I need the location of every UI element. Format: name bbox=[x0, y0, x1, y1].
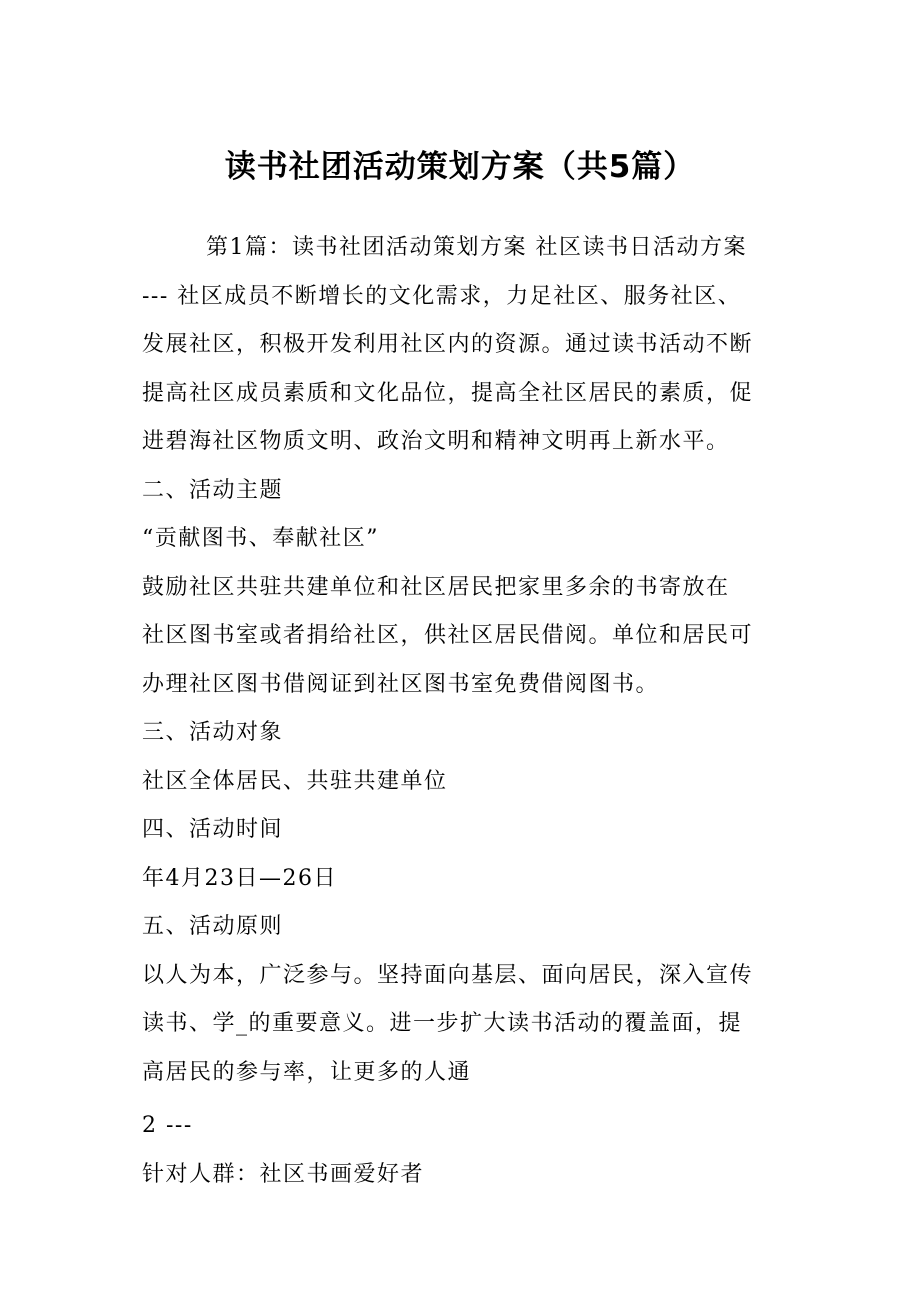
paragraph-line: “贡献图书、奉献社区” bbox=[142, 526, 379, 551]
paragraph-line: 读书、学_的重要意义。进一步扩大读书活动的覆盖面，提 bbox=[142, 1011, 743, 1036]
section-heading: 四、活动时间 bbox=[142, 817, 284, 842]
paragraph-line: 社区全体居民、共驻共建单位 bbox=[142, 768, 448, 794]
section-heading: 三、活动对象 bbox=[142, 720, 284, 745]
paragraph-line: 发展社区，积极开发利用社区内的资源。通过读书活动不断 bbox=[142, 332, 754, 357]
document-body bbox=[142, 224, 792, 1199]
document-title: 读书社团活动策划方案（共5篇） bbox=[224, 149, 696, 185]
section-heading: 二、活动主题 bbox=[142, 477, 284, 503]
paragraph-line: 提高社区成员素质和文化品位，提高全社区居民的素质，促 bbox=[142, 380, 754, 406]
paragraph-line: 高居民的参与率，让更多的人通 bbox=[142, 1059, 472, 1085]
paragraph-line: 针对人群：社区书画爱好者 bbox=[142, 1161, 425, 1187]
paragraph-line: 第1篇：读书社团活动策划方案 社区读书日活动方案 bbox=[206, 235, 747, 260]
section-heading: 五、活动原则 bbox=[142, 914, 284, 939]
paragraph-line: 以人为本，广泛参与。坚持面向基层、面向居民，深入宣传 bbox=[142, 962, 754, 988]
paragraph-line: 进碧海社区物质文明、政治文明和精神文明再上新水平。 bbox=[142, 429, 730, 454]
paragraph-line: 社区图书室或者捐给社区，供社区居民借阅。单位和居民可 bbox=[142, 623, 754, 648]
paragraph-line: 年4月23日—26日 bbox=[142, 865, 337, 891]
paragraph-line: 鼓励社区共驻共建单位和社区居民把家里多余的书寄放在 bbox=[142, 574, 730, 600]
paragraph-line: --- 社区成员不断增长的文化需求，力足社区、服务社区、 bbox=[142, 283, 742, 309]
part-separator: 2 --- bbox=[142, 1113, 193, 1138]
paragraph-line: 办理社区图书借阅证到社区图书室免费借阅图书。 bbox=[142, 671, 660, 697]
